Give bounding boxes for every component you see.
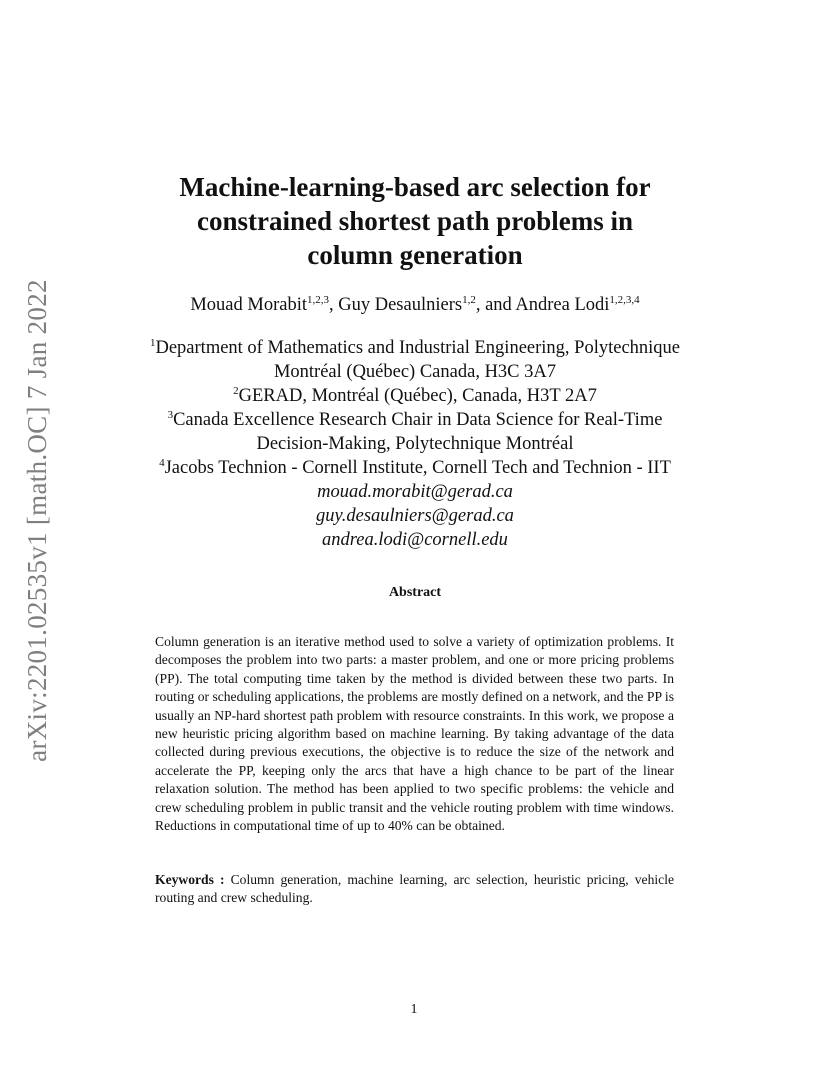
abstract-body: Column generation is an iterative method used to solve a variety of optimization problems. It decomposes the problem into two parts: a master problem, and one or more pricing problems (PP). The total computing time taken by the method is divided between these two parts. In routing or scheduling applications, the problems are mostly defined on a network, and the PP is usually an NP-hard shortest path problem with resource constraints. In this work, we propose a new heuristic pricing algorithm based on machine learning. By taking advantage of the data collected during previous executions, the objective is to reduce the size of the network and accelerate the PP, keeping only the arcs that have a high chance to be part of the linear relaxation solution. The method has been applied to two specific problems: the vehicle and crew scheduling problem in public transit and the vehicle routing problem with time windows. Reductions in computational time of up to 40% can be obtained.: [155, 634, 674, 834]
author-affiliation-marker: 1,2,3,4: [609, 294, 640, 306]
affiliation-marker: 2: [233, 385, 239, 397]
author-name: Mouad Morabit: [190, 295, 307, 315]
affiliation-text: Jacobs Technion - Cornell Institute, Cornell Tech and Technion - IIT: [164, 458, 671, 478]
author-separator: ,: [328, 295, 339, 315]
title-line: column generation: [307, 240, 523, 270]
keywords: [155, 871, 674, 908]
author-affiliation-marker: 1,2: [462, 294, 476, 306]
affiliation-marker: 4: [159, 457, 165, 469]
keywords-text: Column generation, machine learning, arc selection, heuristic pricing, vehicle routing and crew scheduling.: [155, 872, 675, 906]
arxiv-identifier-text: arXiv:2201.02535v1 [math.OC] 7 Jan 2022: [21, 278, 52, 762]
arxiv-identifier-stamp: [19, 280, 55, 760]
author-separator: , and: [475, 295, 516, 315]
author-name: Guy Desaulniers: [338, 295, 463, 315]
abstract-heading: Abstract: [388, 585, 442, 600]
affiliation-line: [90, 360, 740, 384]
author-affiliation-marker: 1,2,3: [306, 294, 329, 306]
affiliation-line: [90, 408, 740, 432]
title-line: constrained shortest path problems in: [196, 206, 634, 236]
affiliation-text: Department of Mathematics and Industrial Engineering, Polytechnique: [155, 338, 681, 358]
affiliation-line: [90, 336, 740, 360]
keywords-label: Keywords :: [155, 872, 225, 887]
author-list: [110, 294, 720, 316]
affiliation-line: [90, 456, 740, 480]
affiliation-text: Decision-Making, Polytechnique Montréal: [256, 434, 574, 454]
paper-title: [110, 170, 720, 272]
affiliation-block: [90, 336, 740, 552]
affiliation-text: GERAD, Montréal (Québec), Canada, H3T 2A7: [238, 386, 597, 406]
affiliation-text: Montréal (Québec) Canada, H3C 3A7: [273, 362, 557, 382]
affiliation-line: [90, 384, 740, 408]
affiliation-line: [90, 432, 740, 456]
affiliation-marker: 3: [167, 409, 174, 421]
author-name: Andrea Lodi: [515, 295, 610, 315]
affiliation-text: Canada Excellence Research Chair in Data Science for Real-Time: [173, 410, 663, 430]
author-email[interactable]: andrea.lodi@cornell.edu: [322, 530, 508, 550]
affiliation-marker: 1: [149, 337, 156, 349]
author-email[interactable]: mouad.morabit@gerad.ca: [317, 482, 513, 502]
page-number: 1: [410, 1002, 418, 1017]
title-line: Machine-learning-based arc selection for: [179, 172, 651, 202]
author-email[interactable]: guy.desaulniers@gerad.ca: [316, 506, 514, 526]
